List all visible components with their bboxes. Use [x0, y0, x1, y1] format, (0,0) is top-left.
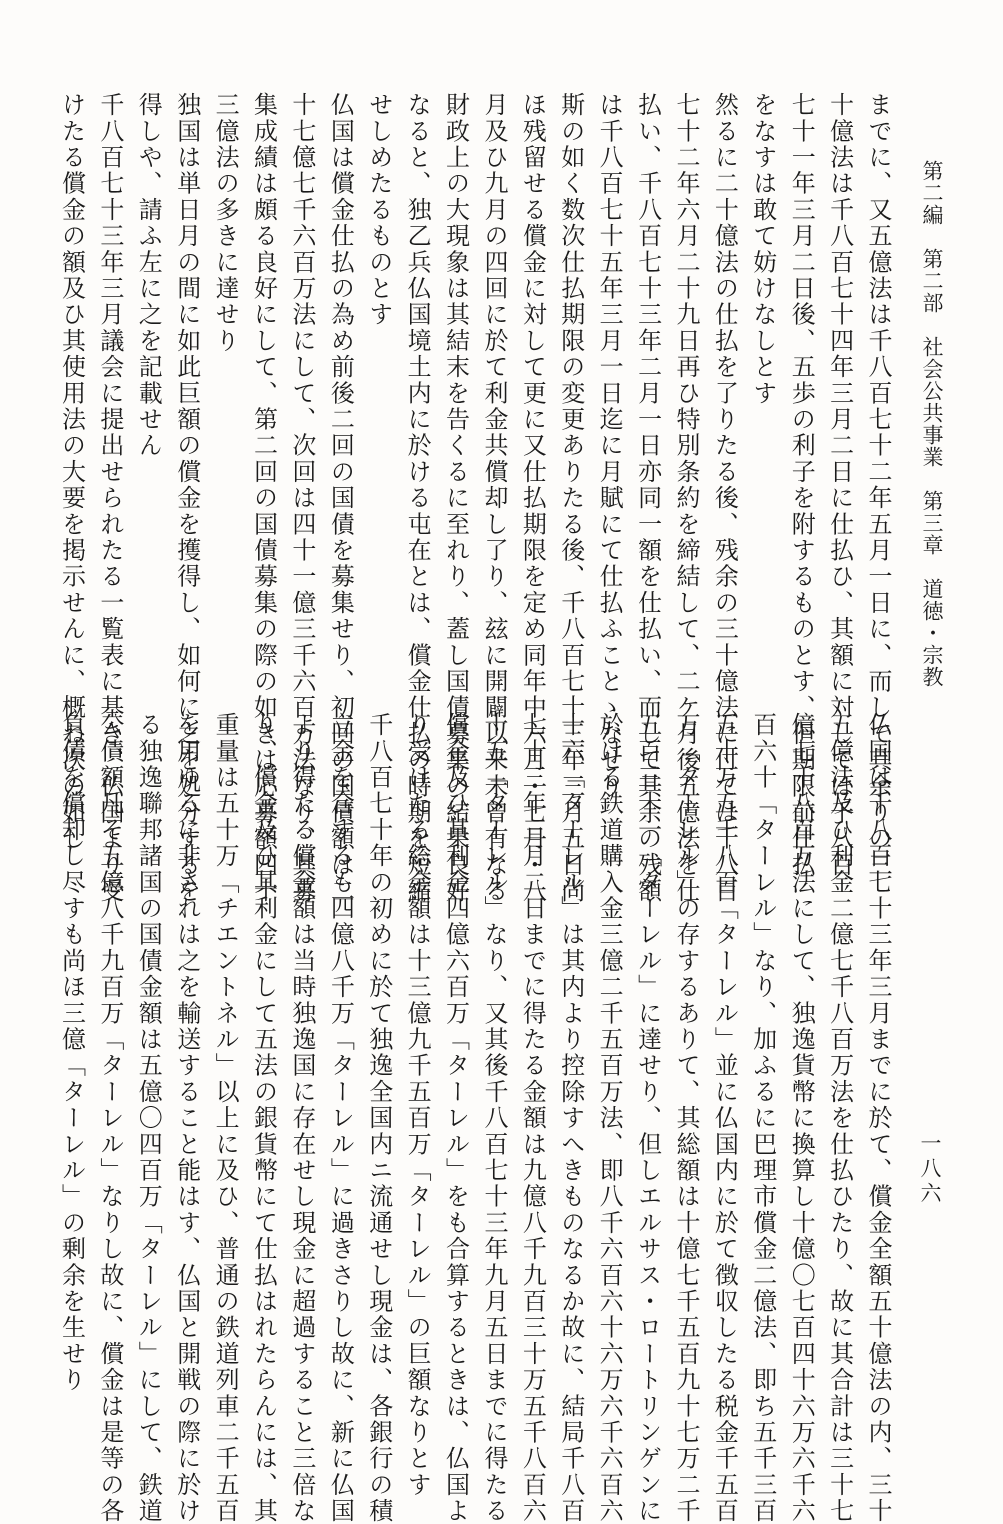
text-line: 払い、千八百七十三年二月一日亦同一額を仕払い、而して其余の残額: [633, 92, 662, 905]
running-header: 第二編 第二部 社会公共事業 第三章 道徳・宗教: [920, 160, 944, 688]
text-line: 七十二年六月二十九日再ひ特別条約を締結して、二ケ月後五億法を仕: [671, 92, 700, 905]
text-line: 斯の如く数次仕払期限の変更ありたる後、千八百七十三年三月五日尚: [556, 92, 585, 905]
text-line: をなすは敢て妨けなしとす: [748, 92, 777, 407]
text-line: 立金を合するも四億八千万「ターレル」に過きさりし故に、新に仏国: [326, 712, 355, 1524]
text-line: 十七億七千六百万法にして、次回は四十一億三千六百万法なり、其募: [287, 92, 316, 905]
text-line: までに、又五億法は千八百七十二年五月一日に、而して其余りの三: [864, 92, 892, 878]
text-line: 然るに二十億法の仕払を了りたる後、残余の三十億法に付ては千八百: [710, 92, 739, 905]
text-line: 財政上の大現象は其結末を告くるに至れり、蓋し国債募集の結果良好: [441, 92, 470, 905]
text-line: なると、独乙兵仏国境土内に於ける屯在とは、償金仕払の時期を短縮: [403, 92, 432, 905]
text-line: 独国は単日月の間に如此巨額の償金を擭得し、如何に之を処分するを: [172, 92, 201, 905]
text-line: せしめたるものとす: [364, 92, 393, 328]
text-line: る独逸聯邦諸国の国債金額は五億〇四百万「ターレル」にして、鉄道: [134, 712, 163, 1524]
text-line: 五億法及ひ利金二億七千八百万法を仕払ひたり、故に其合計は三十七: [825, 712, 854, 1524]
text-line: 千八百七十三年三月議会に提出せられたる一覧表に基き、仏国より受: [95, 92, 124, 905]
text-line: 仏国は千八百七十三年三月までに於て、償金全額五十億法の内、三十: [864, 712, 892, 1524]
text-line: 負債を償却し尽すも尚ほ三億「ターレル」の剰余を生せり: [57, 712, 86, 1394]
text-line: 三億法の多きに達せり: [211, 92, 240, 354]
text-line: 於ける鉄道購入金三億二千五百万法、即八千六百六十六万六千六百六: [595, 712, 624, 1524]
page-number: 一八六: [918, 1132, 942, 1207]
text-line: 償金及ひ其利金四億六百万「ターレル」をも合算するときは、仏国よ: [441, 712, 470, 1524]
text-line: 得しや、請ふ左に之を記載せん: [134, 92, 163, 459]
text-line: 七十一年三月二日後、五歩の利子を附するものとす、但期限前仕払: [787, 92, 816, 878]
text-line: 万「ターレル」の存するありて、其総額は十億七千五百九十七万二千: [671, 712, 700, 1524]
text-line: は千八百七十五年三月一日迄に月賦にて仕払ふことゝなせり: [595, 92, 624, 800]
text-line: 集成績は頗る良好にして、第二回の国債募集の際の如きは応募額四十: [249, 92, 278, 905]
text-block-top: [57, 92, 897, 905]
text-line: 十五「ターレル」なり、又其後千八百七十三年九月五日までに得たる: [479, 712, 508, 1524]
text-line: り受けたる総金額は十三億九千五百万「ターレル」の巨額なりとす: [403, 712, 432, 1498]
text-line: 億七千八百万法にして、独逸貨幣に換算し十億〇七百四十六万六千六: [787, 712, 816, 1524]
text-line: 公債額凡そ五億八千九百万「ターレル」なりし故に、償金は是等の各: [95, 712, 124, 1524]
text-line: ほ残留せる償金に対して更に又仕払期限を定め同年中六月・七月・八: [518, 92, 547, 905]
text-line: 重量は五十万「チエントネル」以上に及ひ、普通の鉄道列車二千五百: [211, 712, 240, 1524]
text-line: 十億法は千八百七十四年三月二日に仕払ひ、其額に対しては千八百: [825, 92, 854, 878]
text-line: 百六十「ターレル」なり、加ふるに巴理市償金二億法、即ち五千三百: [748, 712, 777, 1524]
text-line: けたる償金の額及ひ其使用法の大要を掲示せんに、概ね次の如し: [57, 92, 86, 852]
text-line: 千八百七十年の初めに於て独逸全国内ニ流通せし現金は、各銀行の積: [364, 712, 393, 1524]
text-line: を用ゆるに非されは之を輸送すること能はす、仏国と開戦の際に於け: [172, 712, 201, 1524]
text-line: 十六「ターレル」は其内より控除すへきものなるか故に、結局千八百: [556, 712, 585, 1524]
text-line: 五百三十一「ターレル」に達せり、但しエルサス・ロートリンゲンに: [633, 712, 662, 1524]
text-line: 七十三年三月二日までに得たる金額は九億八千九百三十万五千八百六: [518, 712, 547, 1524]
text-line: り、償金及ひ其利金にして五法の銀貨幣にて仕払はれたらんには、其: [249, 712, 278, 1524]
text-block-bottom: [57, 712, 897, 1524]
text-line: 五十万五千八百「ターレル」並に仏国内に於て徴収したる税金千五百: [710, 712, 739, 1524]
text-line: より得たる償金額は当時独逸国に存在せし現金に超過すること三倍な: [287, 712, 316, 1524]
text-line: 月及ひ九月の四回に於て利金共償却し了り、玆に開闢以来未曾有なる: [479, 92, 508, 905]
text-line: 仏国は償金仕払の為め前後二回の国債を募集せり、初回の国債額は二: [326, 92, 355, 905]
